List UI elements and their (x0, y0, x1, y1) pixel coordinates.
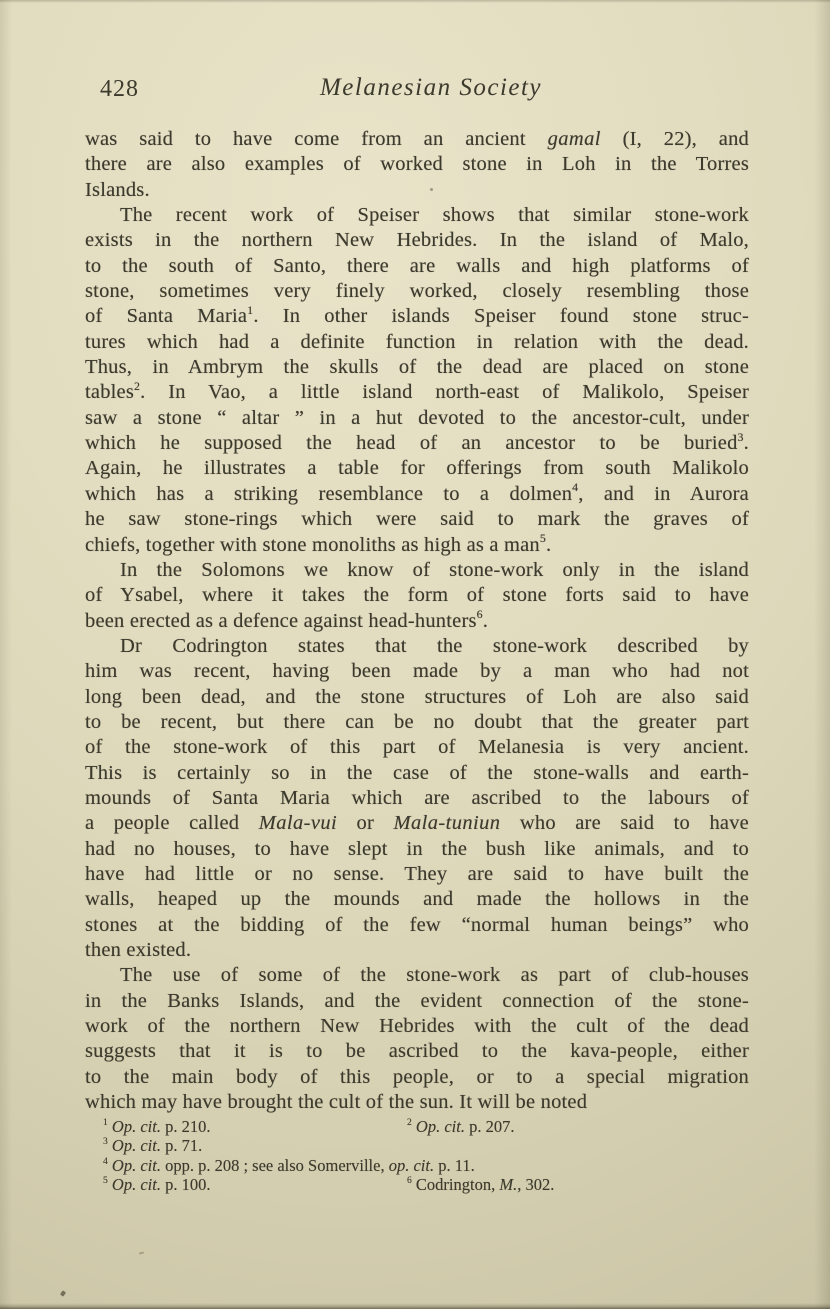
text-line: Islands. (85, 178, 150, 201)
page-number: 428 (100, 76, 139, 102)
footnote-entry: $^4$ Op. cit. opp. p. 208 ; see also Somerville, op. cit. p. 11. (103, 1155, 475, 1175)
text-line: tures which had a definite function in relation with the dead. (85, 330, 749, 353)
text-line: of Ysabel, where it takes the form of stone forts said to have (85, 584, 749, 607)
text-line: he saw stone-rings which were said to mark the graves of (85, 508, 749, 531)
text-line: which he supposed the head of an ancestor to be buried$^3$. (85, 429, 749, 455)
footnote-row (103, 1136, 733, 1155)
text-line: long been dead, and the stone structures of Loh are also said (85, 685, 749, 708)
paper-speck (430, 188, 433, 191)
text-line: there are also examples of worked stone in Loh in the Torres (85, 153, 749, 176)
text-line: of the stone-work of this part of Melanesia is very ancient. (85, 736, 749, 759)
text-line: exists in the northern New Hebrides. In the island of Malo, (85, 229, 749, 252)
body-text (85, 127, 749, 1115)
text-line: mounds of Santa Maria which are ascribed to the labours of (85, 786, 749, 809)
paper-speck (139, 1251, 144, 1254)
text-line: The use of some of the stone-work as part of club-houses (120, 964, 749, 987)
running-title: Melanesian Society (319, 74, 543, 101)
text-line: had no houses, to have slept in the bush like animals, and to (85, 837, 749, 860)
text-line: This is certainly so in the case of the stone-walls and earth- (85, 761, 749, 784)
text-line: Again, he illustrates a table for offerings from south Malikolo (85, 457, 749, 480)
text-line: in the Banks Islands, and the evident connection of the stone- (85, 989, 749, 1012)
text-line: saw a stone “ altar ” in a hut devoted to the ancestor-cult, under (85, 406, 749, 429)
text-line: stone, sometimes very finely worked, closely resembling those (85, 280, 749, 303)
footnote-entry: $^6$ Codrington, M., 302. (407, 1175, 555, 1195)
footnote-row (103, 1175, 733, 1194)
text-line: a people called Mala-vui or Mala-tuniun who are said to have (85, 812, 749, 835)
footnotes (103, 1117, 733, 1195)
text-line: then existed. (85, 939, 192, 961)
text-line: him was recent, having been made by a man who had not (85, 660, 749, 683)
footnote-entry: $^3$ Op. cit. p. 71. (103, 1136, 203, 1156)
footnote-entry: $^5$ Op. cit. p. 100. (103, 1175, 211, 1195)
text-line: stones at the bidding of the few “normal human beings” who (85, 913, 749, 936)
text-line: which may have brought the cult of the sun. It will be noted (85, 1091, 588, 1114)
text-line: of Santa Maria$^1$. In other islands Speiser found stone struc- (85, 302, 749, 328)
text-line: tables$^2$. In Vao, a little island north-east of Malikolo, Speiser (85, 379, 749, 404)
text-line: which has a striking resemblance to a dolmen$^4$, and in Aurora (85, 480, 749, 505)
text-line: been erected as a defence against head-hunters$^6$. (85, 607, 489, 632)
text-line: Dr Codrington states that the stone-work described by (120, 634, 749, 657)
text-line: In the Solomons we know of stone-work only in the island (120, 558, 749, 581)
text-line: The recent work of Speiser shows that similar stone-work (120, 204, 749, 227)
footnote-row (103, 1156, 733, 1175)
paper-speck (60, 1290, 66, 1296)
text-line: work of the northern New Hebrides with the cult of the dead (85, 1015, 749, 1038)
page-header (0, 74, 830, 108)
text-line: suggests that it is to be ascribed to the kava-people, either (85, 1040, 749, 1063)
text-line: walls, heaped up the mounds and made the hollows in the (85, 888, 749, 911)
text-line: chiefs, together with stone monoliths as high as a man$^5$. (85, 531, 552, 556)
text-line: have had little or no sense. They are said to have built the (85, 862, 749, 885)
text-line: Thus, in Ambrym the skulls of the dead are placed on stone (85, 356, 749, 379)
text-line: was said to have come from an ancient gamal (I, 22), and (85, 128, 749, 150)
footnote-row (103, 1117, 733, 1136)
footnote-entry: $^2$ Op. cit. p. 207. (407, 1117, 515, 1136)
text-line: to the main body of this people, or to a special migration (85, 1065, 749, 1088)
text-line: to be recent, but there can be no doubt that the greater part (85, 710, 749, 733)
footnote-entry: $^1$ Op. cit. p. 210. (103, 1117, 211, 1136)
text-line: to the south of Santo, there are walls and high platforms of (85, 254, 749, 277)
